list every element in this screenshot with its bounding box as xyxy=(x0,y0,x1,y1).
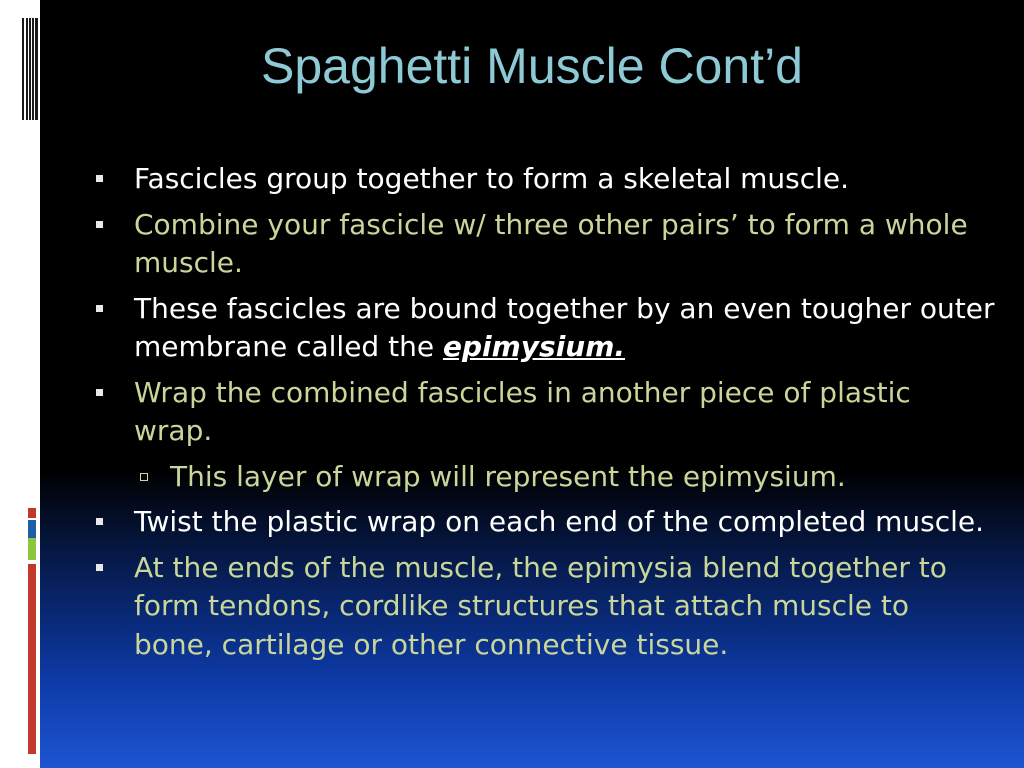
square-bullet-icon xyxy=(96,175,103,182)
square-bullet-icon xyxy=(96,564,103,571)
bullet-text: Fascicles group together to form a skeletal muscle. xyxy=(134,162,850,195)
bullet-text: This layer of wrap will represent the epimysium. xyxy=(170,459,846,493)
bullet-item xyxy=(96,374,996,451)
bullet-text: Wrap the combined fascicles in another piece of plastic wrap. xyxy=(134,375,911,447)
square-bullet-icon xyxy=(96,305,103,312)
bullet-item xyxy=(96,503,996,542)
bullet-item xyxy=(96,206,996,283)
square-bullet-icon xyxy=(96,389,103,396)
bullet-text: Twist the plastic wrap on each end of the completed muscle. xyxy=(134,505,985,538)
decorative-bars-top xyxy=(0,0,40,120)
square-bullet-icon xyxy=(96,221,103,228)
hollow-square-bullet-icon xyxy=(140,473,148,481)
slide-title: Spaghetti Muscle Cont’d xyxy=(261,38,803,94)
bullet-text: At the ends of the muscle, the epimysia blend together to form tendons, cordlike structures that attach muscle to bone, cartilage or other connective tissue. xyxy=(134,550,947,661)
bullet-list xyxy=(96,160,996,671)
bullet-item xyxy=(96,549,996,665)
bullet-text: These fascicles are bound together by an even tougher outer membrane called the xyxy=(134,291,995,363)
decorative-bars-bottom xyxy=(24,508,40,754)
sub-bullet-item xyxy=(96,458,996,497)
square-bullet-icon xyxy=(96,518,103,525)
bullet-text: Combine your fascicle w/ three other pairs’ to form a whole muscle. xyxy=(134,207,968,279)
epimysium-term: epimysium. xyxy=(442,330,626,363)
bullet-item xyxy=(96,160,996,199)
bullet-item xyxy=(96,290,996,367)
